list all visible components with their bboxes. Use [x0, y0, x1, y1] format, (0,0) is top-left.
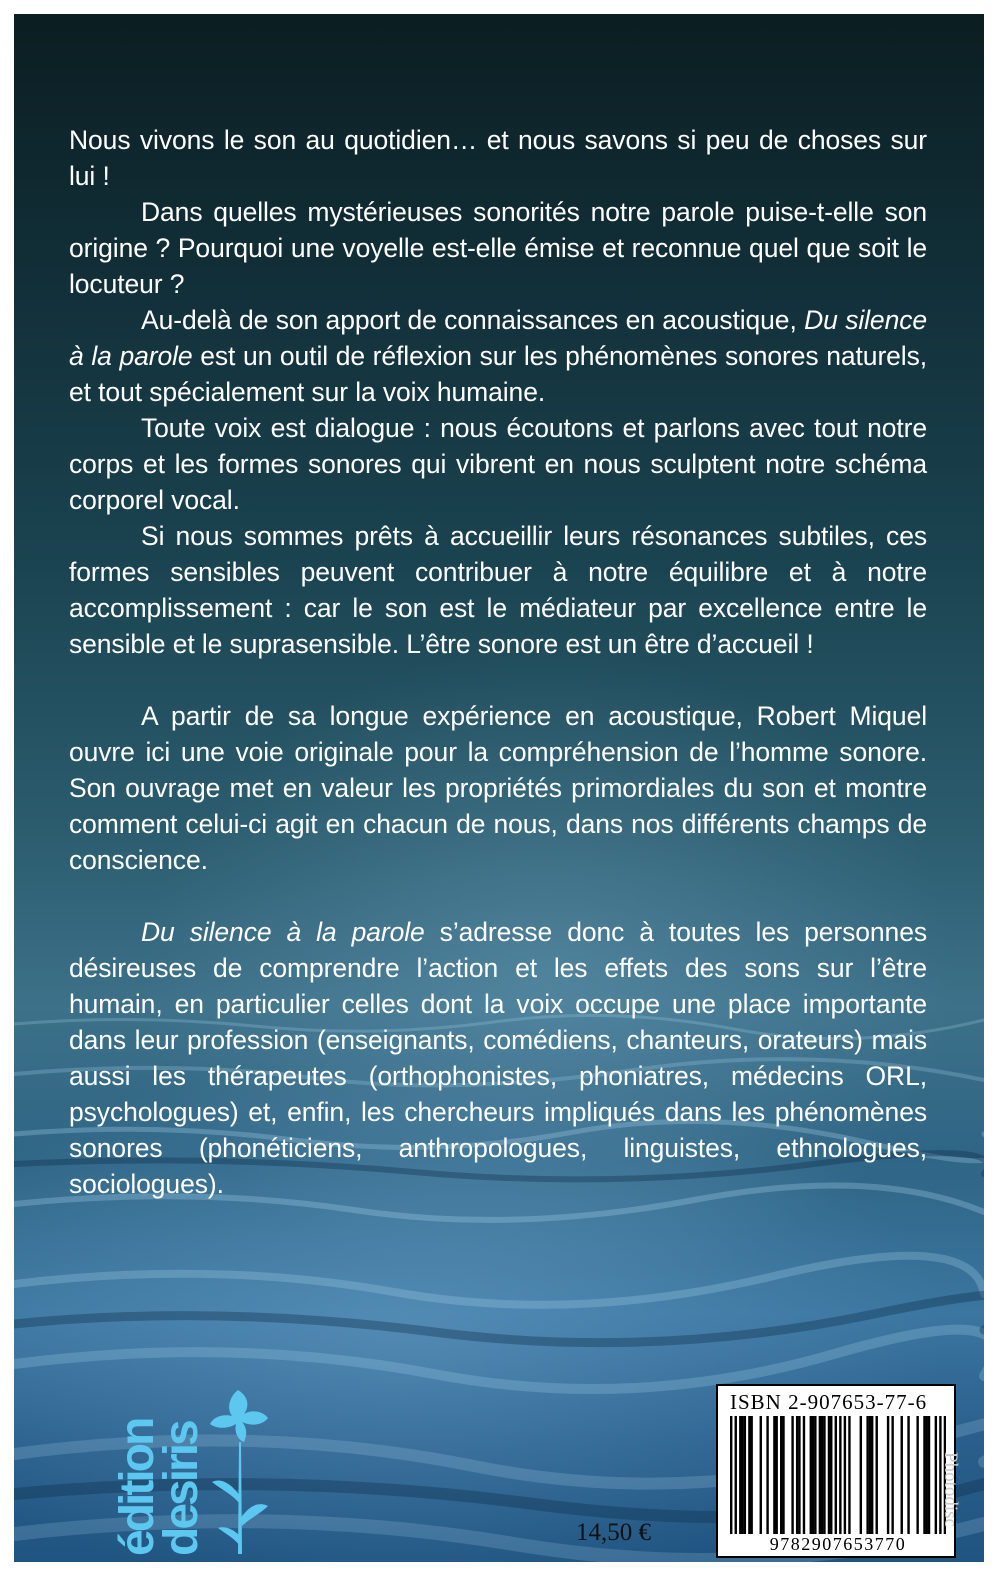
barcode-bar — [773, 1416, 775, 1534]
barcode-bar — [730, 1416, 732, 1534]
barcode-bar — [935, 1416, 937, 1534]
price-label: 14,50 € — [576, 1519, 651, 1546]
barcode-bar — [814, 1416, 816, 1534]
paragraph-2: Dans quelles mystérieuses sonorités notre parole puise-t-elle son origine ? Pourquoi une voyelle est-elle émise et reconnue quel que soit le locuteur ? — [69, 197, 927, 299]
barcode-bar — [796, 1416, 798, 1534]
barcode-bar — [848, 1416, 850, 1534]
publisher-logo-line2: desiris — [155, 1422, 208, 1556]
publisher-logo — [94, 1384, 294, 1562]
paragraph-4: Toute voix est dialogue : nous écoutons et parlons avec tout notre corps et les formes sonores qui vibrent en nous sculptent notre schéma corporel vocal. — [69, 413, 927, 515]
publisher-logo-line1: édition — [111, 1419, 164, 1556]
paragraph-7-rest: s’adresse donc à toutes les personnes désireuses de comprendre l’action et les effets des sons sur l’être humain, en particulier celles dont la voix occupe une place importante dans leur profession (enseignants, comédiens, chanteurs, orateurs) mais aussi les thérapeutes (orthophonistes, phoniatres, médecins ORL, psychologues) et, enfin, les chercheurs impliqués dans les phénomènes sonores (phonéticiens, anthropologues, linguistes, ethnologues, sociologues). — [69, 917, 927, 1199]
barcode-bar — [823, 1416, 825, 1534]
barcode-bar — [844, 1416, 846, 1534]
barcode-bar — [869, 1416, 871, 1534]
barcode-bar — [812, 1416, 814, 1534]
barcode-bar — [810, 1416, 812, 1534]
barcode-bar — [830, 1416, 832, 1534]
barcode-bar — [791, 1416, 793, 1534]
barcode-bar — [744, 1416, 746, 1534]
barcode-bar — [835, 1416, 837, 1534]
barcode-bar — [916, 1416, 918, 1534]
barcode-bar — [866, 1416, 868, 1534]
barcode-bar — [860, 1416, 862, 1534]
barcode-bar — [821, 1416, 823, 1534]
barcode-bar — [760, 1416, 762, 1534]
paragraph-3 — [69, 302, 927, 410]
back-cover — [14, 14, 984, 1562]
barcode-bar — [819, 1416, 821, 1534]
barcode-bar — [891, 1416, 893, 1534]
paragraph-3-lead: Au-delà de son apport de connaissances en acoustique, — [141, 305, 797, 335]
isbn-barcode-box — [716, 1384, 956, 1558]
publisher-logo-text — [111, 1419, 208, 1556]
barcode-digits: 9782907653770 — [769, 1534, 907, 1554]
paragraph-3-rest: est un outil de réflexion sur les phénomènes sonores naturels, et tout spécialement sur la voix humaine. — [69, 341, 928, 407]
book-title-italic: Du silence à la parole — [69, 305, 927, 371]
paragraph-1: Nous vivons le son au quotidien… et nous savons si peu de choses sur lui ! — [69, 125, 927, 191]
barcode-bar — [876, 1416, 878, 1534]
photo-credit: Photodisc — [940, 1452, 961, 1527]
barcode-bar — [928, 1416, 930, 1534]
paragraph-6: A partir de sa longue expérience en acoustique, Robert Miquel ouvre ici une voie originale pour la compréhension de l’homme sonore. Son ouvrage met en valeur les propriétés primordiales du son et montre comment celui-ci agit en chacun de nous, dans nos différents champs de conscience. — [69, 701, 927, 875]
barcode-bar — [798, 1416, 800, 1534]
book-title-italic: Du silence à la parole — [141, 917, 425, 947]
paragraph-5: Si nous sommes prêts à accueillir leurs résonances subtiles, ces formes sensibles peuvent contribuer à notre équilibre et à notre accomplissement : car le son est le médiateur par excellence entre le sensible et le suprasensible. L’être sonore est un être d’accueil ! — [69, 521, 927, 659]
barcode-bar — [739, 1416, 741, 1534]
barcode-bar — [887, 1416, 889, 1534]
barcode-bar — [775, 1416, 777, 1534]
barcode-bar — [923, 1416, 925, 1534]
barcode-bar — [901, 1416, 903, 1534]
barcode-bar — [803, 1416, 805, 1534]
barcode-bar — [741, 1416, 743, 1534]
barcode-bar — [839, 1416, 841, 1534]
barcode-bar — [750, 1416, 752, 1534]
barcode-icon — [730, 1416, 946, 1534]
barcode-bar — [782, 1416, 784, 1534]
barcode-bar — [926, 1416, 928, 1534]
barcode-bar — [780, 1416, 782, 1534]
barcode-bar — [907, 1416, 909, 1534]
isbn-label: ISBN 2-907653-77-6 — [730, 1390, 928, 1414]
barcode-bar — [871, 1416, 873, 1534]
barcode-bar — [735, 1416, 737, 1534]
paragraph-7 — [69, 914, 927, 1202]
barcode-bar — [828, 1416, 830, 1534]
barcode-bar — [766, 1416, 768, 1534]
barcode-bar — [748, 1416, 750, 1534]
iris-flower-icon — [204, 1386, 274, 1558]
blurb-text — [69, 122, 927, 1202]
